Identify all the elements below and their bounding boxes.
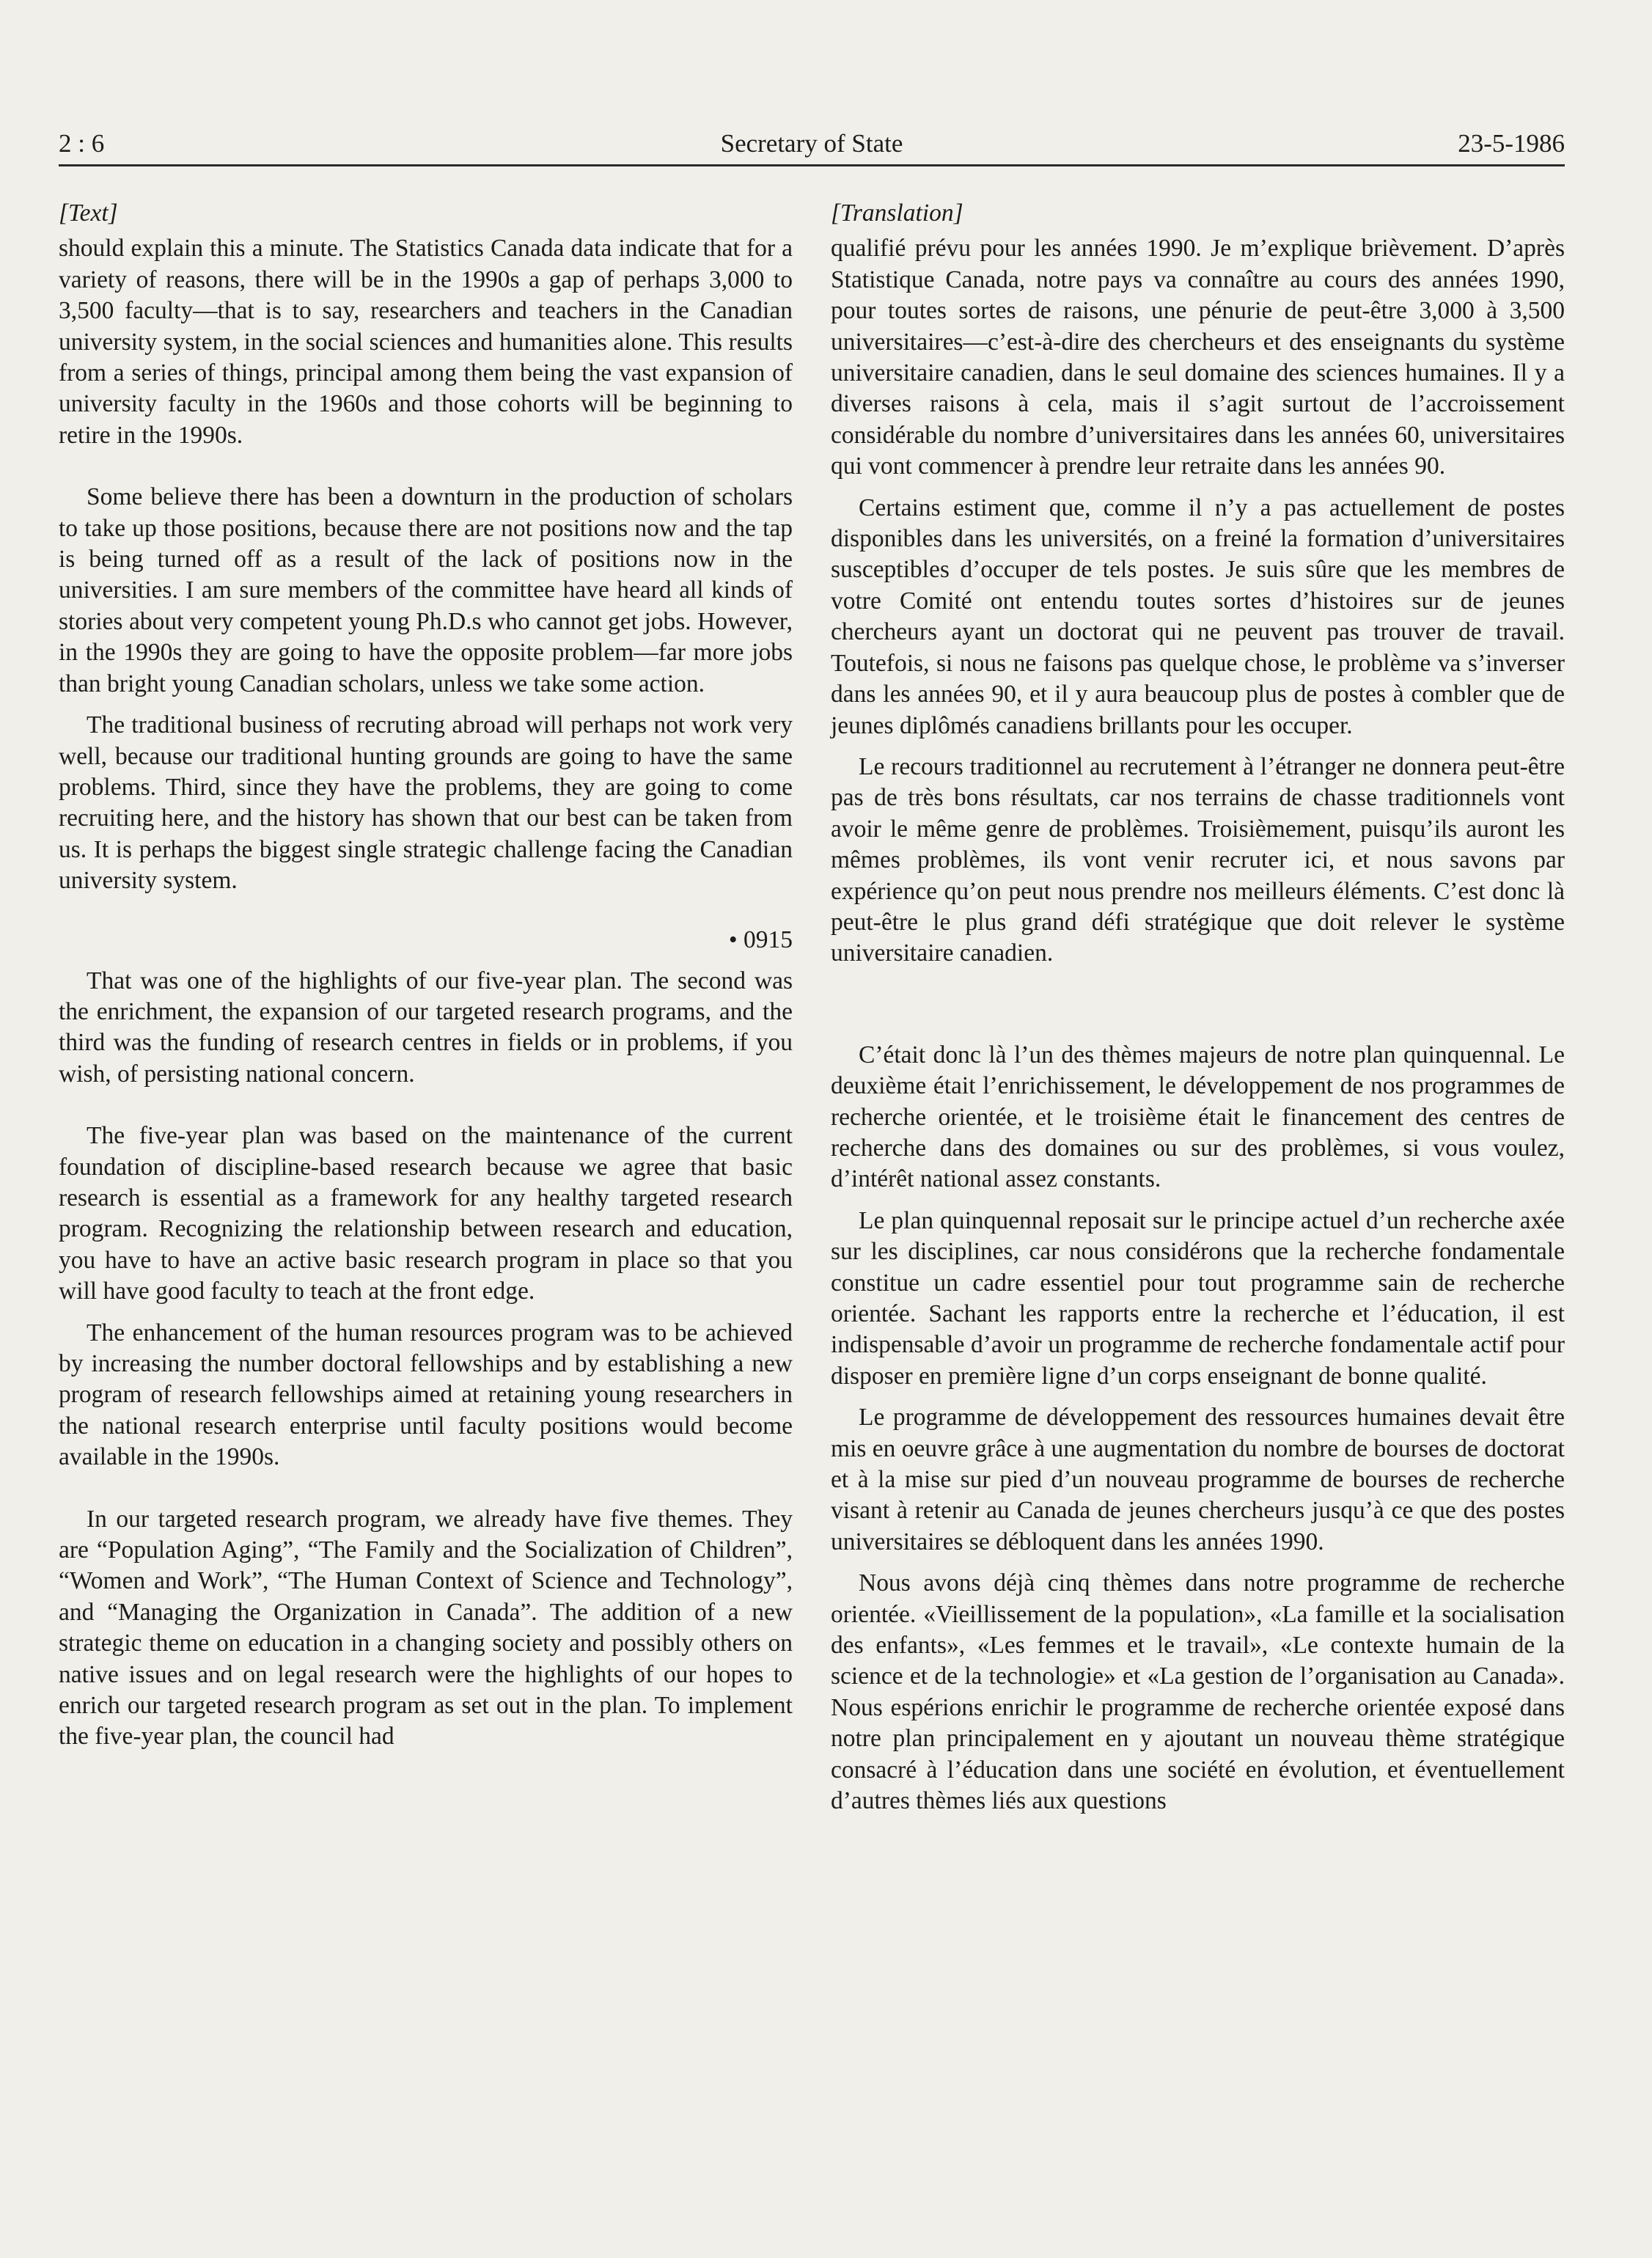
translation-label-close-bracket: ] [953, 199, 963, 227]
fr-paragraph-2: Certains estiment que, comme il n’y a pas actuellement de postes disponibles dans les universités, on a freiné la formation d’universitaires susceptibles d’occuper de tels postes. Je suis sûre que les membres de votre Comité ont entendu toutes sortes d’histoires sur de jeunes chercheurs ayant un doctorat qui ne peuvent pas trouver de travail. Toutefois, si nous ne faisons pas quelque chose, le problème va s’inverser dans les années 90, et il y aura beaucoup plus de postes à combler que de jeunes diplômés canadiens brillants pour les occuper. [831, 494, 1565, 739]
en-paragraph-2: Some believe there has been a downturn in the production of scholars to take up those positions, because there are not positions now and the tap is being turned off as a result of the lack of positions now in the universities. I am sure members of the committee have heard all kinds of stories about very competent young Ph.D.s who cannot get jobs. However, in the 1990s they are going to have the opposite problem—far more jobs than bright young Canadian scholars, unless we take some action. [59, 483, 793, 697]
text-label-word: Text [68, 199, 109, 227]
translation-label-open-bracket: [ [831, 199, 841, 227]
text-label-close-bracket: ] [108, 199, 118, 227]
page-header [59, 126, 1565, 166]
en-paragraph-6: The enhancement of the human resources program was to be achieved by increasing the number doctoral fellowships and by establishing a new program of research fellowships aimed at retaining young researchers in the national research enterprise until faculty positions would become available in the 1990s. [59, 1319, 793, 1471]
header-title: Secretary of State [720, 129, 903, 158]
fr-paragraph-5: Le plan quinquennal reposait sur le principe actuel d’un recherche axée sur les disciplines, car nous considérons que la recherche fondamentale constitue un cadre essentiel pour tout programme sain de recherche orientée. Sachant les rapports entre la recherche et l’éducation, il est indispensable d’avoir un programme de recherche fondamentale actif pour disposer en première ligne d’un corps enseignant de bonne qualité. [831, 1206, 1565, 1390]
translation-label-word: Translation [840, 199, 954, 227]
text-label [59, 198, 793, 229]
text-label-open-bracket: [ [59, 199, 69, 227]
en-paragraph-7: In our targeted research program, we already have five themes. They are “Population Aging”, “The Family and the Socialization of Children”, “Women and Work”, “The Human Context of Science and Technology”, and “Managing the Organization in Canada”. The addition of a new strategic theme on education in a changing society and possibly others on native issues and on legal research were the highlights of our hopes to enrich our targeted research program as set out in the plan. To implement the five-year plan, the council had [59, 1505, 793, 1751]
fr-paragraph-7: Nous avons déjà cinq thèmes dans notre programme de recherche orientée. «Vieillissement de la population», «La famille et la socialisation des enfants», «Les femmes et le travail», «Le contexte humain de la science et de la technologie» et «La gestion de l’organisation au Canada». Nous espérions enrichir le programme de recherche orientée exposé dans notre plan principalement en y ajoutant un nouveau thème stratégique consacré à l’éducation dans une société en évolution, et éventuellement d’autres thèmes liés aux questions [831, 1569, 1565, 1815]
time-marker: • 0915 [728, 925, 793, 953]
page-number: 2 : 6 [59, 129, 105, 158]
en-paragraph-4: That was one of the highlights of our five-year plan. The second was the enrichment, the expansion of our targeted research programs, and the third was the funding of research centres in fields or in problems, if you wish, of persisting national concern. [59, 967, 793, 1088]
fr-paragraph-1: qualifié prévu pour les années 1990. Je m’explique brièvement. D’après Statistique Canada, notre pays va connaître au cours des années 1990, pour toutes sortes de raisons, une pénurie de peut-être 3,000 à 3,500 universitaires—c’est-à-dire des chercheurs et des enseignants du système universitaire canadien, dans le seul domaine des sciences humaines. Il y a diverses raisons à cela, mais il s’agit surtout de l’accroissement considérable du nombre d’universitaires dans les années 60, universitaires qui vont commencer à prendre leur retraite dans les années 90. [831, 235, 1565, 480]
header-date: 23-5-1986 [1458, 129, 1565, 158]
english-column [59, 198, 793, 1753]
french-column [831, 198, 1565, 1817]
fr-paragraph-4: C’était donc là l’un des thèmes majeurs de notre plan quinquennal. Le deuxième était l’enrichissement, le développement de nos programmes de recherche orientée, et le troisième était le financement des centres de recherche dans des domaines ou sur des problèmes, si vous voulez, d’intérêt national assez constants. [831, 1041, 1565, 1193]
fr-paragraph-6: Le programme de développement des ressources humaines devait être mis en oeuvre grâce à une augmentation du nombre de bourses de doctorat et à la mise sur pied d’un nouveau programme de bourses de recherche visant à retenir au Canada de jeunes chercheurs jusqu’à ce que des postes universitaires se débloquent dans les années 1990. [831, 1404, 1565, 1555]
en-paragraph-1: should explain this a minute. The Statistics Canada data indicate that for a variety of reasons, there will be in the 1990s a gap of perhaps 3,000 to 3,500 faculty—that is to say, researchers and teachers in the Canadian university system, in the social sciences and humanities alone. This results from a series of things, principal among them being the vast expansion of university faculty in the 1960s and those cohorts will be beginning to retire in the 1990s. [59, 235, 793, 449]
fr-paragraph-3: Le recours traditionnel au recrutement à l’étranger ne donnera peut-être pas de très bons résultats, car nos terrains de chasse traditionnels vont avoir le même genre de problèmes. Troisièmement, puisqu’ils auront les mêmes problèmes, ils vont venir recruter ici, et nous savons par expérience qu’on peut nous prendre nos meilleurs éléments. C’est donc là peut-être le plus grand défi stratégique que doit relever le système universitaire canadien. [831, 752, 1565, 967]
en-paragraph-3: The traditional business of recruting abroad will perhaps not work very well, because our traditional hunting grounds are going to have the same problems. Third, since they have the problems, they are going to come recruiting here, and the history has shown that our best can be taken from us. It is perhaps the biggest single strategic challenge facing the Canadian university system. [59, 711, 793, 895]
translation-label [831, 198, 1565, 229]
en-paragraph-5: The five-year plan was based on the maintenance of the current foundation of discipline-based research because we agree that basic research is essential as a framework for any healthy targeted research program. Recognizing the relationship between research and education, you have to have an active basic research program in place so that you will have good faculty to teach at the front edge. [59, 1122, 793, 1305]
